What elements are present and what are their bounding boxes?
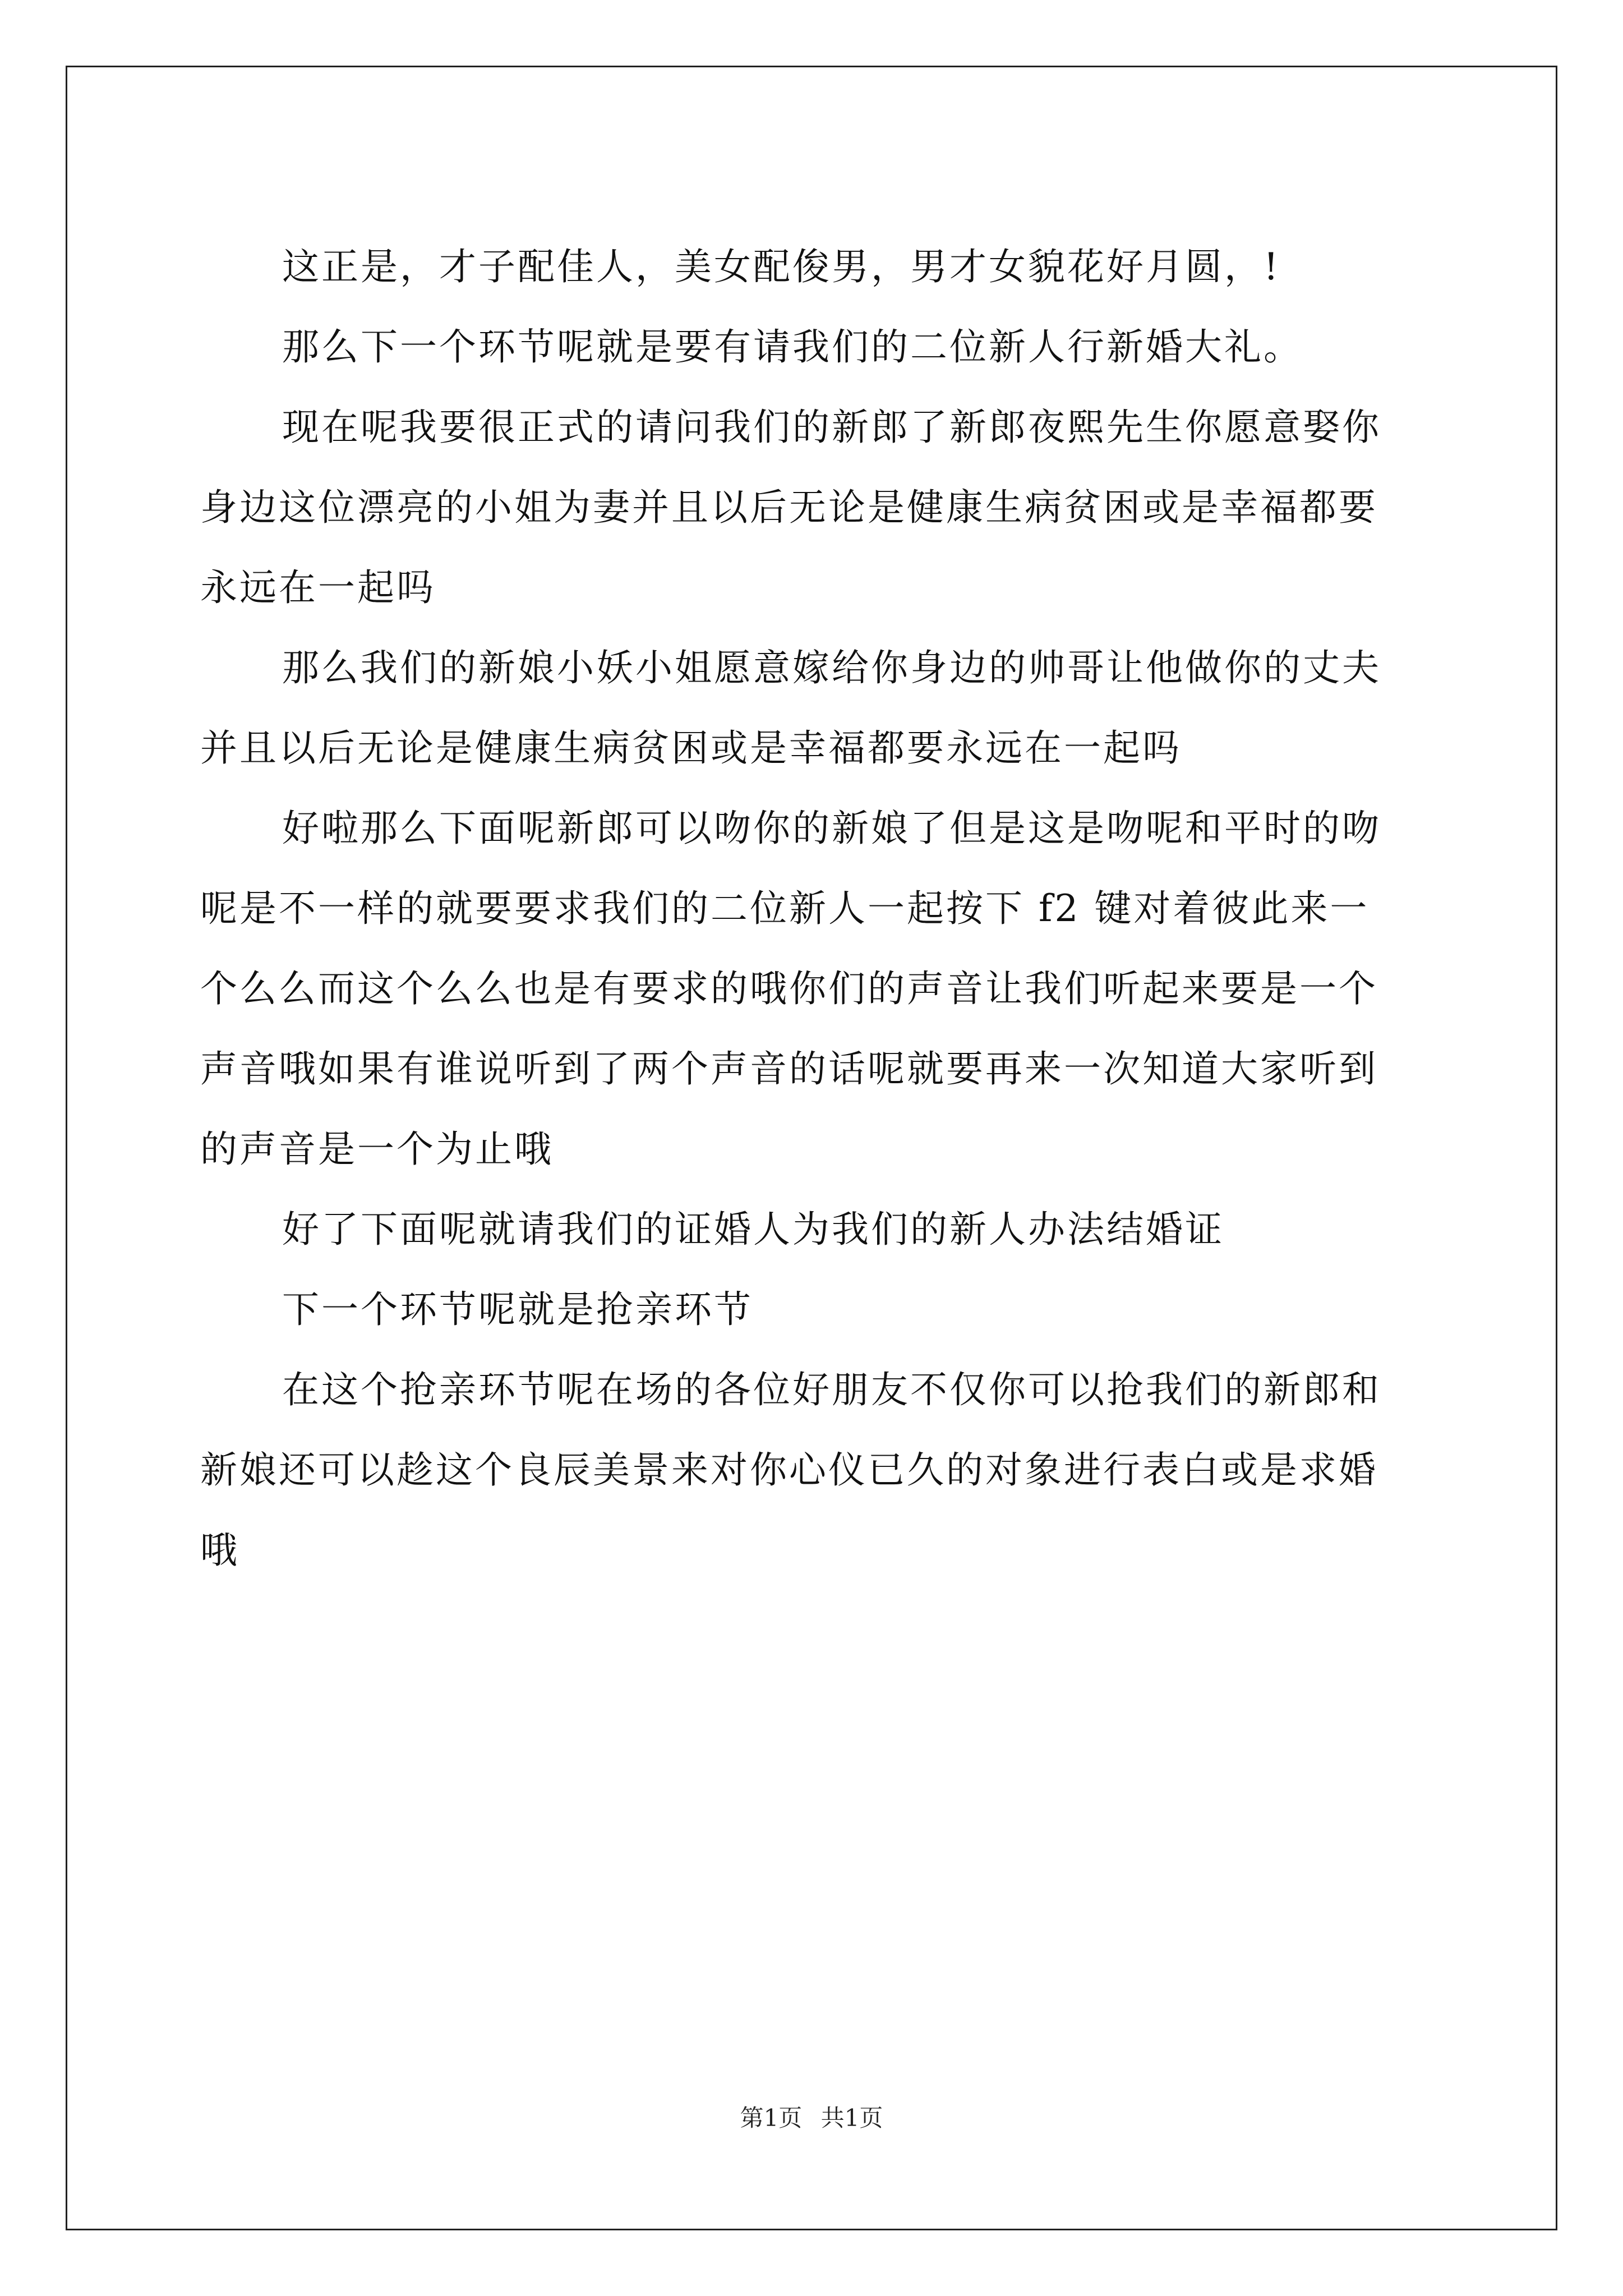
paragraph <box>200 1350 1423 1590</box>
text-line: 的声音是一个为止哦 <box>200 1128 554 1171</box>
text-line: 下一个环节呢就是抢亲环节 <box>282 1288 753 1331</box>
paragraph <box>200 387 1423 628</box>
text-line: 好了下面呢就请我们的证婚人为我们的新人办法结婚证 <box>282 1208 1224 1251</box>
text-line: 那么我们的新娘小妖小姐愿意嫁给你身边的帅哥让他做你的丈夫 <box>282 646 1381 689</box>
paragraph <box>200 1269 1423 1350</box>
text-line: 现在呢我要很正式的请问我们的新郎了新郎夜熙先生你愿意娶你 <box>282 406 1381 449</box>
text-line: 新娘还可以趁这个良辰美景来对你心仪已久的对象进行表白或是求婚 <box>200 1448 1378 1492</box>
page-footer <box>0 2100 1623 2133</box>
text-line: 个么么而这个么么也是有要求的哦你们的声音让我们听起来要是一个 <box>200 967 1378 1010</box>
text-line: 这正是，才子配佳人，美女配俊男，男才女貌花好月圆，! <box>282 245 1281 288</box>
paragraph <box>200 628 1423 788</box>
page-number: 第1页 <box>740 2104 803 2132</box>
paragraph <box>200 1189 1423 1269</box>
text-line: 身边这位漂亮的小姐为妻并且以后无论是健康生病贫困或是幸福都要 <box>200 486 1378 529</box>
paragraph <box>200 788 1423 1189</box>
paragraph <box>200 307 1423 387</box>
text-line: 并且以后无论是健康生病贫困或是幸福都要永远在一起吗 <box>200 726 1182 770</box>
text-line: 声音哦如果有谁说听到了两个声音的话呢就要再来一次知道大家听到 <box>200 1047 1378 1091</box>
paragraph <box>200 227 1423 307</box>
text-line: 那么下一个环节呢就是要有请我们的二位新人行新婚大礼。 <box>282 325 1303 369</box>
page-total: 共1页 <box>820 2104 883 2132</box>
text-line: 在这个抢亲环节呢在场的各位好朋友不仅你可以抢我们的新郎和 <box>282 1368 1381 1411</box>
text-line: 好啦那么下面呢新郎可以吻你的新娘了但是这是吻呢和平时的吻 <box>282 807 1381 850</box>
text-line: 永远在一起吗 <box>200 566 436 609</box>
text-line: 呢是不一样的就要要求我们的二位新人一起按下 f2 键对着彼此来一 <box>200 887 1370 930</box>
text-line: 哦 <box>200 1529 239 1572</box>
document-body <box>200 227 1423 1590</box>
